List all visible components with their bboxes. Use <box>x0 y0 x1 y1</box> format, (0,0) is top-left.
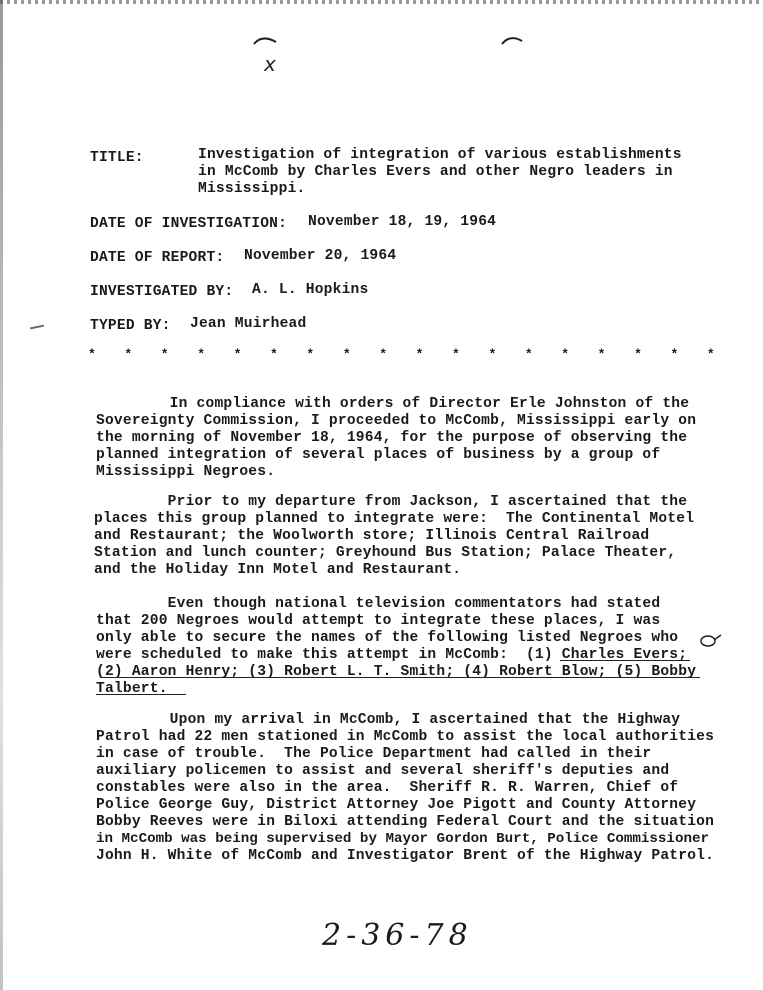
para4-line-5: constables were also in the area. Sheriff R. R. Warren, Chief of <box>96 780 679 796</box>
para4-line-6: Police George Guy, District Attorney Joe Pigott and County Attorney <box>96 797 697 813</box>
para4-line-2: Patrol had 22 men stationed in McComb to assist the local authorities <box>96 729 715 745</box>
hand-loop-mark <box>698 632 722 648</box>
para2-line-3: and Restaurant; the Woolworth store; Illinois Central Railroad <box>94 528 650 544</box>
para1-line-3: the morning of November 18, 1964, for the purpose of observing the <box>96 430 688 446</box>
para4-line-1: Upon my arrival in McComb, I ascertained that the Highway <box>98 712 681 728</box>
date-of-investigation-value: November 18, 19, 1964 <box>308 214 497 230</box>
date-of-report-label: DATE OF REPORT: <box>90 250 225 266</box>
para1-line-2: Sovereignty Commission, I proceeded to McComb, Mississippi early on <box>96 413 697 429</box>
para1-line-5: Mississippi Negroes. <box>96 464 276 480</box>
hand-mark-x: x <box>264 52 276 76</box>
para2-line-5: and the Holiday Inn Motel and Restaurant. <box>94 562 462 578</box>
title-line-1: Investigation of integration of various establishments <box>198 147 682 163</box>
para1-line-1: In compliance with orders of Director Erle Johnston of the <box>98 396 690 412</box>
scan-edge-left <box>0 0 3 990</box>
asterisk-separator: * * * * * * * * * * * * * * * * * * <box>88 347 716 362</box>
para2-line-4: Station and lunch counter; Greyhound Bus Station; Palace Theater, <box>94 545 677 561</box>
para4-line-4: auxiliary policemen to assist and several sheriff's deputies and <box>96 763 670 779</box>
typed-by-label: TYPED BY: <box>90 318 171 334</box>
title-line-2: in McComb by Charles Evers and other Negro leaders in <box>198 164 673 180</box>
hand-underline-names-2 <box>100 677 700 678</box>
para3-line-3: only able to secure the names of the following listed Negroes who <box>96 630 679 646</box>
title-line-3: Mississippi. <box>198 181 306 197</box>
para3-line-2: that 200 Negroes would attempt to integrate these places, I was <box>96 613 661 629</box>
para4-line-8: in McComb was being supervised by Mayor Gordon Burt, Police Commissioner <box>96 831 709 847</box>
para2-line-1: Prior to my departure from Jackson, I ascertained that the <box>96 494 688 510</box>
hand-stroke-right <box>500 34 524 46</box>
scan-edge-top <box>0 0 763 4</box>
para3-line-5: (2) Aaron Henry; (3) Robert L. T. Smith; (4) Robert Blow; (5) Bobby <box>96 664 697 680</box>
para3-line-1: Even though national television commentators had stated <box>96 596 661 612</box>
hand-stroke-left <box>252 34 278 48</box>
para4-line-3: in case of trouble. The Police Department had called in their <box>96 746 652 762</box>
para4-line-9: John H. White of McComb and Investigator Brent of the Highway Patrol. <box>96 848 715 864</box>
hand-underline-names <box>560 660 690 661</box>
para3-line-6: Talbert. <box>96 681 168 697</box>
date-of-report-value: November 20, 1964 <box>244 248 397 264</box>
para3-line-4: were scheduled to make this attempt in McComb: (1) Charles Evers; <box>96 647 688 663</box>
date-of-investigation-label: DATE OF INVESTIGATION: <box>90 216 288 232</box>
margin-tick <box>30 325 44 330</box>
typed-by-value: Jean Muirhead <box>190 316 307 332</box>
investigated-by-label: INVESTIGATED BY: <box>90 284 234 300</box>
hand-underline-names-3 <box>96 694 186 695</box>
para2-line-2: places this group planned to integrate were: The Continental Motel <box>94 511 695 527</box>
handwritten-page-number: 2-36-78 <box>322 918 473 953</box>
para4-line-7: Bobby Reeves were in Biloxi attending Federal Court and the situation <box>96 814 715 830</box>
investigated-by-value: A. L. Hopkins <box>252 282 369 298</box>
para1-line-4: planned integration of several places of business by a group of <box>96 447 661 463</box>
title-label: TITLE: <box>90 150 144 166</box>
